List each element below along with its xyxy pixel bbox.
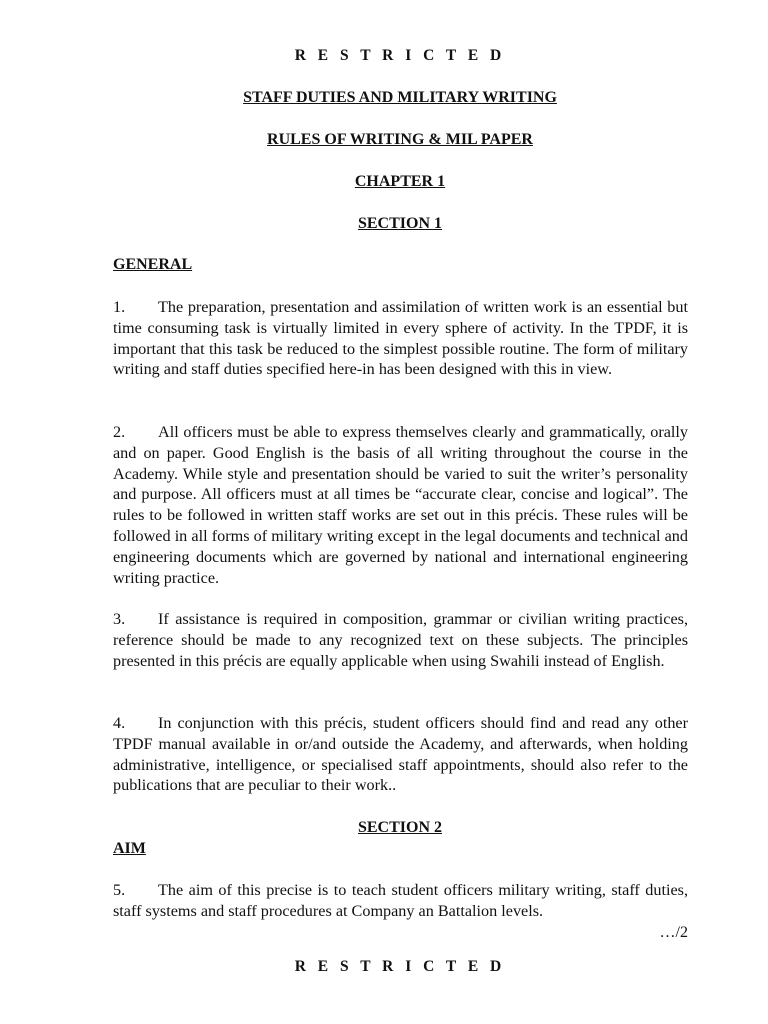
general-heading: GENERAL	[113, 256, 193, 273]
section1-heading: SECTION 1	[357, 215, 443, 232]
paragraph-text: The preparation, presentation and assimilation of written work is an essential but time consuming task is virtually limited in every sphere of activity. In the TPDF, it is important that this task be reduced to the simplest possible routine. The form of military writing and staff duties specified here-in has been designed with this in view.	[113, 298, 688, 379]
chapter-heading: CHAPTER 1	[354, 173, 446, 190]
paragraph-number: 5.	[113, 881, 126, 899]
paragraph-text: All officers must be able to express themselves clearly and grammatically, orally and on paper. Good English is the basis of all writing throughout the course in the Academy. While style and presentation should be varied to suit the writer’s personality and purpose. All officers must at all times be “accurate clear, concise and logical”. The rules to be followed in written staff works are set out in this précis. These rules will be followed in all forms of military writing except in the legal documents and technical and engineering documents which are governed by national and international engineering writing practice.	[113, 423, 688, 587]
paragraph-text: In conjunction with this précis, student officers should find and read any other TPDF manual available in or/and outside the Academy, and afterwards, when holding administrative, intelligence, or specialised staff appointments, should also refer to the publications that are peculiar to their work..	[113, 714, 688, 795]
paragraph-number: 4.	[113, 714, 126, 732]
paragraph-1	[113, 297, 688, 380]
restricted-footer: R E S T R I C T E D	[294, 958, 506, 975]
document-title: STAFF DUTIES AND MILITARY WRITING	[243, 89, 557, 106]
paragraph-2	[113, 422, 688, 588]
paragraph-number: 1.	[113, 298, 126, 316]
section2-heading: SECTION 2	[357, 819, 443, 836]
paragraph-text: If assistance is required in composition, grammar or civilian writing practices, reference should be made to any recognized text on these subjects. The principles presented in this précis are equally applicable when using Swahili instead of English.	[113, 610, 688, 670]
restricted-header: R E S T R I C T E D	[294, 47, 506, 64]
document-subtitle: RULES OF WRITING & MIL PAPER	[267, 131, 533, 148]
paragraph-number: 2.	[113, 423, 126, 441]
paragraph-5	[113, 880, 688, 922]
paragraph-3	[113, 609, 688, 671]
paragraph-text: The aim of this precise is to teach student officers military writing, staff duties, staff systems and staff procedures at Company an Battalion levels.	[113, 881, 688, 920]
paragraph-number: 3.	[113, 610, 126, 628]
page-continuation-ref: …/2	[659, 924, 688, 941]
paragraph-4	[113, 713, 688, 796]
aim-heading: AIM	[113, 840, 146, 857]
